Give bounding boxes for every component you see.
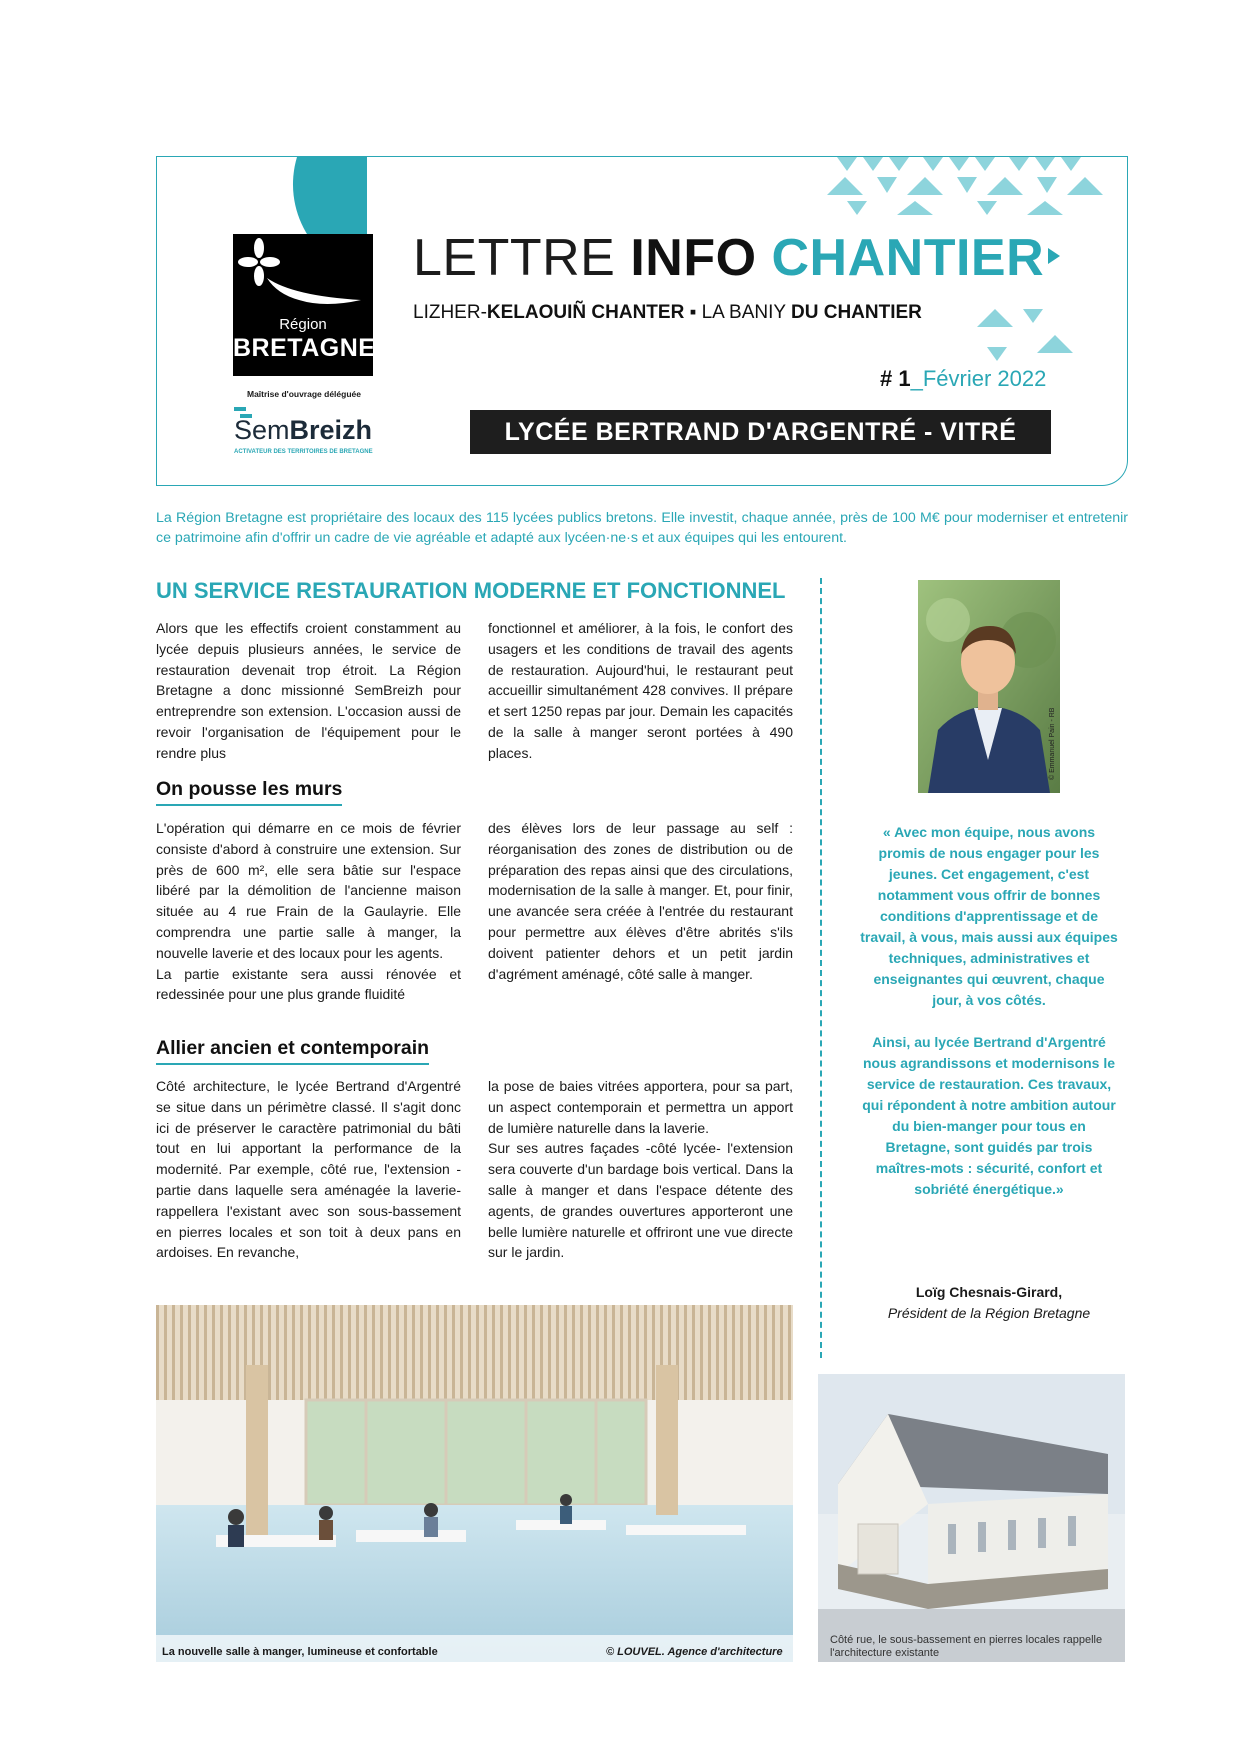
intro-paragraph: La Région Bretagne est propriétaire des locaux des 115 lycées publics bretons. Elle investit, chaque année, près de 100 M€ pour moderniser et entretenir ce patrimoine afin d'offrir un cadre de vie agréable et adapté aux lycéen·ne·s et aux équipes qui les entourent. xyxy=(156,510,1128,546)
page-subtitle: LIZHER-KELAOUIÑ CHANTER ▪ LA BANIY DU CHANTIER xyxy=(413,302,922,323)
facade-caption: Côté rue, le sous-bassement en pierres locales rappelle l'architecture existante xyxy=(830,1634,1103,1659)
column-divider xyxy=(820,578,822,1358)
section3-col1: Côté architecture, le lycée Bertrand d'Argentré se situe dans un périmètre classé. Il s'agit donc ici de préserver le caractère patrimonial du bâti tout en lui apportant la performance de la modernité. Par exemple, côté rue, l'extension -partie dans laquelle sera aménagée la laverie- rappellera l'existant avec son sous-bassement en pierres locales et son toit à deux pans en ardoises. En revanche, xyxy=(156,1078,461,1261)
section1-col1: Alors que les effectifs croient constamment au lycée depuis plusieurs années, le service de restauration devenait trop étroit. La Région Bretagne a donc missionné SemBreizh pour entreprendre son extension. L'occasion aussi de revoir l'organisation de l'équipement pour le rendre plus xyxy=(156,620,461,761)
region-bretagne-logo xyxy=(233,234,376,376)
section2-col1: L'opération qui démarre en ce mois de février consiste d'abord à construire une extension. Sur près de 600 m², elle sera bâtie sur l'espace libéré par la démolition de l'ancienne maison située au 4 rue Frain de la Gaulayrie. Elle comprendra une partie salle à manger, la nouvelle laverie et des locaux pour les agents. La partie existante sera aussi rénovée et redessinée pour une plus grande fluidité xyxy=(156,820,461,1003)
page-title: LETTRE INFO CHANTIER xyxy=(413,229,1045,287)
restaurant-rendering-photo xyxy=(156,1305,793,1662)
issue-number: # 1_Février 2022 xyxy=(880,366,1047,391)
ermine-logo-icon xyxy=(233,234,373,324)
sembreizh-name: SemBreizh xyxy=(234,415,373,445)
region-logo-line1: Région xyxy=(279,316,327,333)
section3-heading: Allier ancien et contemporain xyxy=(156,1037,429,1065)
moa-label: Maîtrise d'ouvrage déléguée xyxy=(247,389,361,399)
president-quote: « Avec mon équipe, nous avons promis de nous engager pour les jeunes. Cet engagement, c'est notamment vous offrir de bonnes conditions d'apprentissage et de travail, à vous, mais aussi aux équipes techniques, administratives et enseignantes qui œuvrent, chaque jour, à vos côtés. Ainsi, au lycée Bertrand d'Argentré nous agrandissons et modernisons le service de restauration. Ces travaux, qui répondent à notre ambition autour du bien-manger pour tous en Bretagne, sont guidés par trois maîtres-mots : sécurité, confort et sobriété énergétique.» xyxy=(860,824,1118,1197)
quote-author: Loïg Chesnais-Girard, Président de la Région Bretagne xyxy=(887,1284,1091,1321)
section2-col2: des élèves lors de leur passage au self : réorganisation des zones de distribution ou de préparation des repas ainsi que des circulations, modernisation de la salle à manger. Et, pour finir, une avancée sera créée à l'entrée du restaurant pour permettre aux élèves d'être abrités s'ils doivent patienter dehors et un petit jardin d'agrément aménagé, côté salle à manger. xyxy=(488,820,793,982)
region-logo-line2: BRETAGNE xyxy=(233,334,376,362)
sembreizh-logo xyxy=(220,405,385,460)
president-portrait xyxy=(918,580,1060,793)
sembreizh-tagline: ACTIVATEUR DES TERRITOIRES DE BRETAGNE xyxy=(234,449,373,455)
photo-credit: © Emmanuel Pain - RB xyxy=(1049,707,1056,780)
restaurant-caption: La nouvelle salle à manger, lumineuse et confortable xyxy=(162,1646,438,1658)
facade-rendering-photo xyxy=(818,1374,1125,1662)
title-arrow-icon xyxy=(1048,244,1062,268)
main-heading: UN SERVICE RESTAURATION MODERNE ET FONCTIONNEL xyxy=(156,578,786,603)
section1-col2: fonctionnel et améliorer, à la fois, le confort des usagers et les conditions de travail des agents de restauration. Aujourd'hui, le restaurant peut accueillir simultanément 428 convives. Il prépare et sert 1250 repas par jour. Demain les capacités de la salle à manger seront portées à 490 places. xyxy=(488,620,793,761)
restaurant-credit: © LOUVEL. Agence d'architecture xyxy=(606,1646,783,1658)
school-banner: LYCÉE BERTRAND D'ARGENTRÉ - VITRÉ xyxy=(470,410,1051,454)
section3-col2: la pose de baies vitrées apportera, pour sa part, un aspect contemporain et permettra un apport de lumière naturelle dans la laverie. Sur ses autres façades -côté lycée- l'extension sera couverte d'un bardage bois vertical. Dans la salle à manger et dans l'espace détente des agents, de grandes ouvertures apporteront une belle lumière naturelle et offriront une vue directe sur le jardin. xyxy=(488,1078,793,1261)
section2-heading: On pousse les murs xyxy=(156,778,342,806)
